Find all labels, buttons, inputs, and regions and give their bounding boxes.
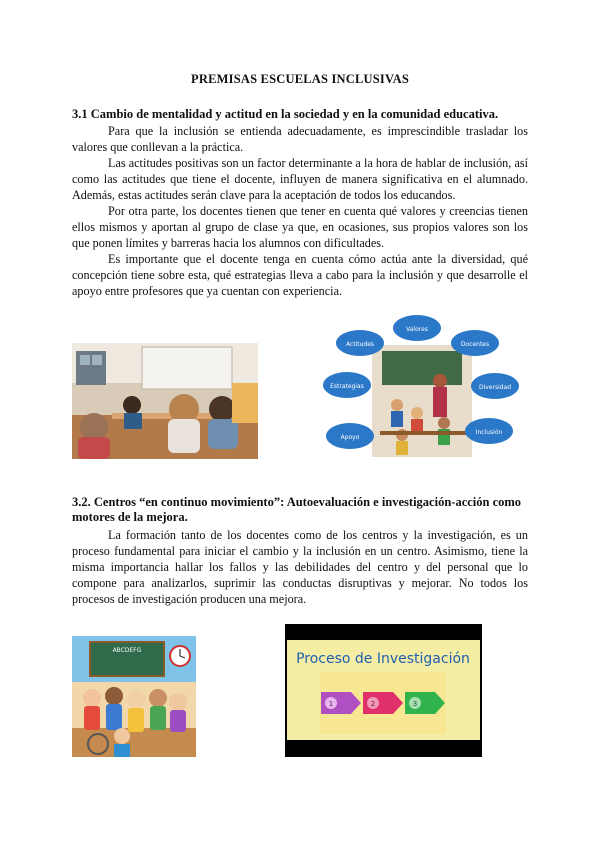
diagram-node — [323, 372, 371, 398]
diagram-node — [326, 423, 374, 449]
inclusion-diagram — [322, 313, 522, 461]
section-1-heading: 3.1 Cambio de mentalidad y actitud en la sociedad y en la comunidad educativa. — [72, 107, 499, 121]
section-2-heading: 3.2. Centros “en continuo movimiento”: Autoevaluación e investigación-acción como motores de la mejora. — [72, 495, 522, 524]
section-1-paragraph: Por otra parte, los docentes tienen que tener en cuenta qué valores y creencias tienen ellos mismos y aportan al grupo de clase ya que, en ocasiones, sus propios valores son los que ponen límites y barreras hacia los alumnos con dificultades. — [72, 204, 528, 250]
diagram-node-label: Docentes — [460, 341, 490, 348]
section-2-body — [72, 527, 528, 607]
diagram-node — [451, 330, 499, 356]
section-1-body — [72, 123, 528, 299]
diagram-node — [336, 330, 384, 356]
diagram-node — [465, 418, 513, 444]
diagram-node — [393, 315, 441, 341]
board-text: ABCDEFG — [112, 647, 142, 654]
diagram-node-label: Diversidad — [478, 384, 512, 391]
process-step-number: 2 — [370, 700, 376, 708]
section-2-paragraph: La formación tanto de los docentes como de los centros y la investigación, es un proceso fundamental para iniciar el cambio y la inclusión en un centro. Asimismo, tiene la misma importancia hallar los fallos y las debilidades del centro y del personal que lo compone para analizarlos, suprimir las conductas disruptivas y mejorar. No todos los procesos de investigación producen una mejora. — [72, 528, 528, 606]
classroom-photo-illustration — [72, 343, 258, 459]
process-step-number: 3 — [412, 700, 418, 708]
diagram-node-label: Inclusión — [475, 429, 503, 436]
diagram-node-label: Estrategias — [330, 383, 364, 390]
section-1-paragraph: Para que la inclusión se entienda adecuadamente, es imprescindible trasladar los valores que conllevan a la práctica. — [72, 124, 528, 154]
section-1-paragraph: Es importante que el docente tenga en cuenta cómo actúa ante la diversidad, qué concepción tiene sobre esta, qué estrategias lleva a cabo para la inclusión y que desarrolle el apoyo entre profesores que ya cuentan con experiencia. — [72, 252, 528, 298]
diagram-node — [471, 373, 519, 399]
process-step-number: 1 — [328, 700, 334, 708]
page-title: PREMISAS ESCUELAS INCLUSIVAS — [191, 72, 409, 86]
diagram-node-label: Apoyo — [340, 434, 360, 441]
section-1-paragraph: Las actitudes positivas son un factor determinante a la hora de hablar de inclusión, así como las actitudes que tiene el docente, influyen de manera significativa en el alumnado. Además, estas actitudes serán clave para la aceptación de todos los educandos. — [72, 156, 528, 202]
process-slide-title: Proceso de Investigación — [296, 651, 470, 667]
inclusion-diagram-svg — [322, 313, 522, 461]
process-slide-image — [285, 624, 482, 757]
cartoon-classroom-image — [72, 636, 196, 757]
diagram-node-label: Valores — [406, 326, 428, 333]
process-slide-svg — [285, 624, 482, 757]
cartoon-classroom-svg — [72, 636, 196, 757]
classroom-photo — [72, 343, 258, 459]
diagram-node-label: Actitudes — [345, 341, 375, 348]
